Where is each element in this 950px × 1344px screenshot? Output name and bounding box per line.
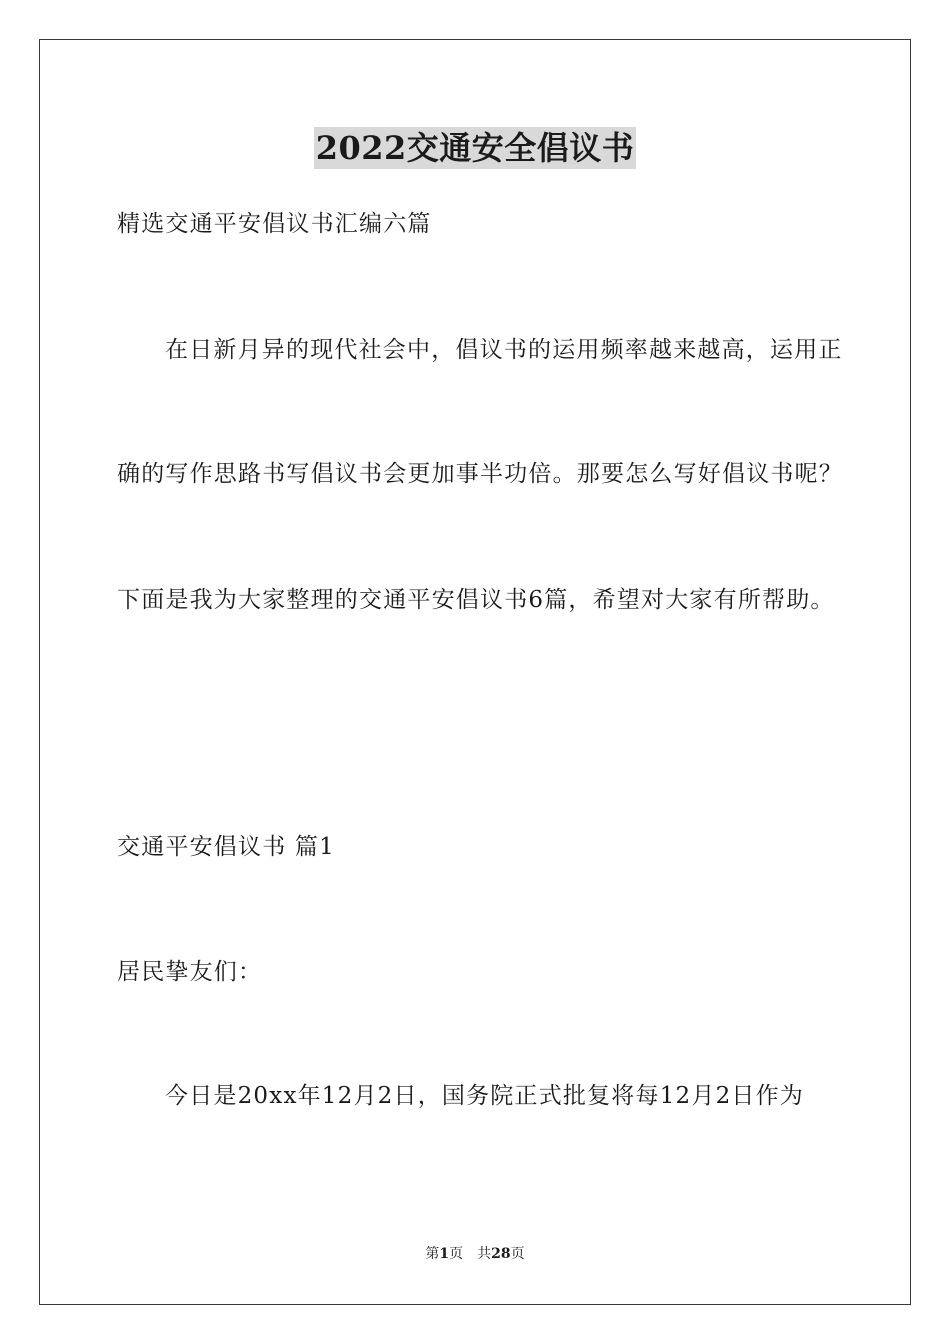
salutation: 居民挚友们：: [117, 959, 263, 985]
footer-total-prefix: 共: [477, 1246, 492, 1262]
footer-total-suffix: 页: [510, 1246, 525, 1262]
section-heading: 交通平安倡议书 篇1: [117, 834, 335, 860]
footer-page-number: 1: [439, 1246, 450, 1262]
footer-page-prefix: 第: [425, 1246, 440, 1262]
page-footer: [0, 1245, 950, 1263]
subtitle: 精选交通平安倡议书汇编六篇: [117, 211, 432, 237]
intro-line-2: 确的写作思路书写倡议书会更加事半功倍。那要怎么写好倡议书呢？: [117, 461, 843, 487]
footer-total-pages: 28: [491, 1246, 511, 1262]
footer-page-suffix: 页: [449, 1246, 464, 1262]
document-title: 2022交通安全倡议书: [315, 129, 635, 167]
title-container: [0, 127, 950, 169]
body-line-1: 今日是20xx年12月2日，国务院正式批复将每12月2日作为: [165, 1083, 805, 1109]
intro-line-3: 下面是我为大家整理的交通平安倡议书6篇，希望对大家有所帮助。: [117, 587, 835, 613]
intro-line-1: 在日新月异的现代社会中，倡议书的运用频率越来越高，运用正: [165, 337, 843, 363]
